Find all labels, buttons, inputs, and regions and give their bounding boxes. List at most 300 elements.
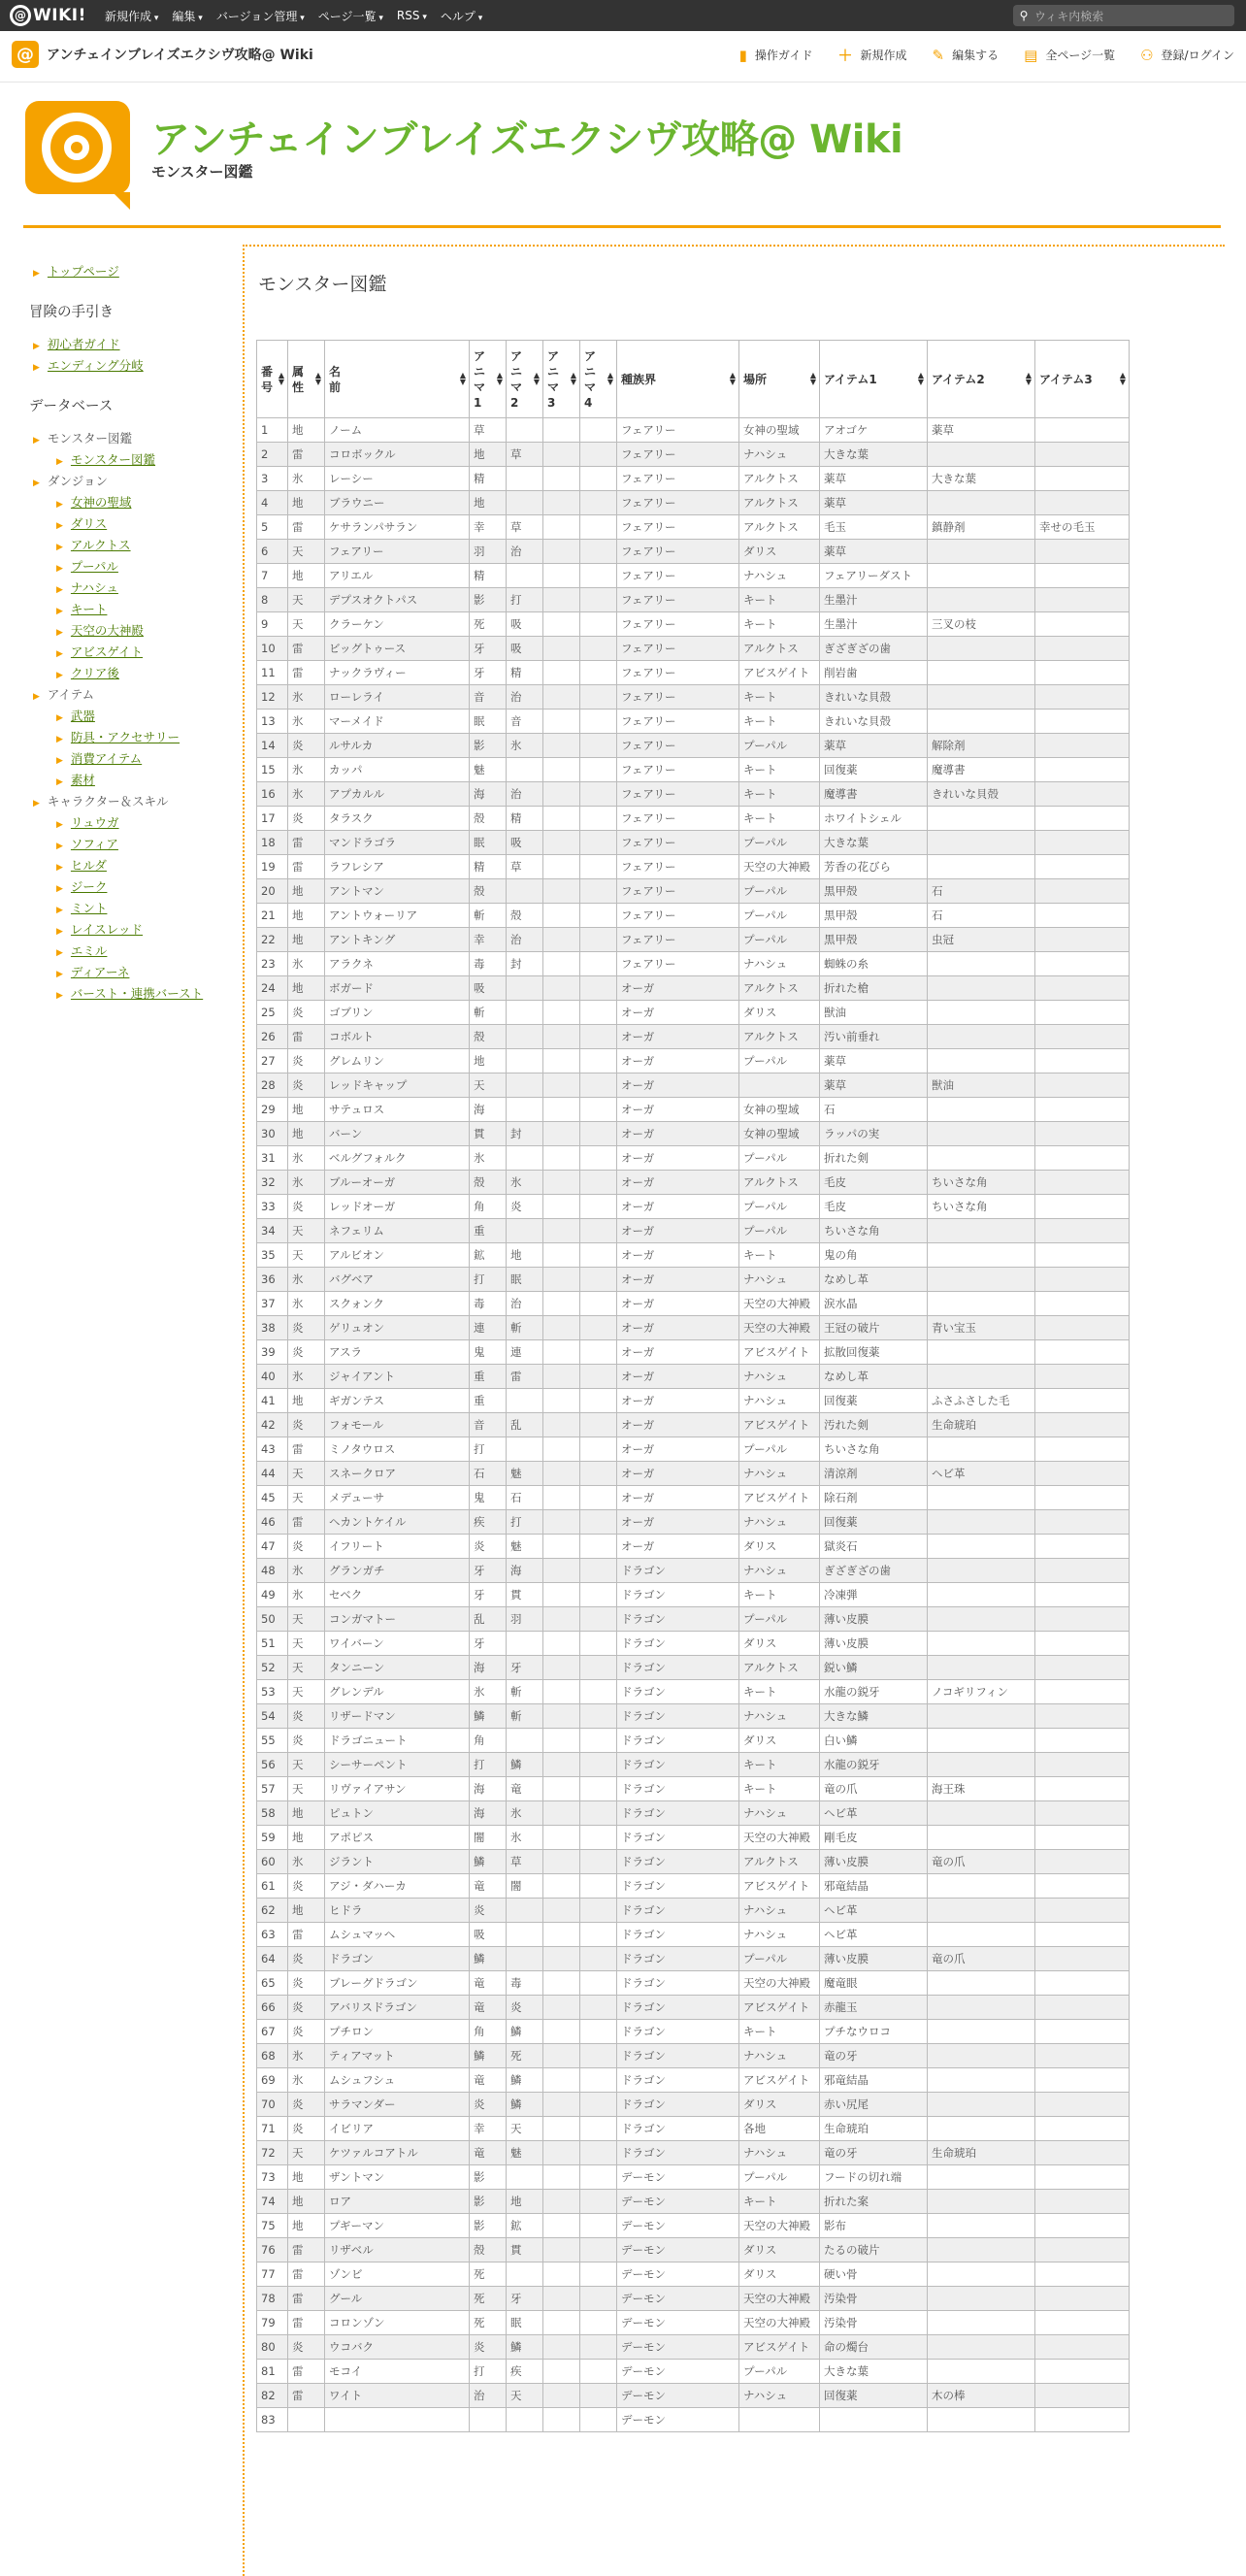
menu-pages[interactable]: ページ一覧 ▾ <box>318 8 383 24</box>
table-cell: 幸 <box>470 515 507 540</box>
table-cell <box>543 710 580 734</box>
column-header[interactable] <box>1035 341 1130 418</box>
table-row <box>257 1268 1130 1292</box>
sidebar-link[interactable]: ミント <box>70 901 108 915</box>
table-cell: 氷 <box>288 1365 325 1389</box>
sidebar-link[interactable]: エミル <box>70 943 108 958</box>
table-cell: ネフェリム <box>325 1219 470 1243</box>
table-cell <box>1035 443 1130 467</box>
table-cell: 女神の聖域 <box>739 1122 820 1146</box>
table-row <box>257 540 1130 564</box>
table-cell: 死 <box>470 2262 507 2287</box>
table-cell <box>580 2020 617 2044</box>
menu-help[interactable]: ヘルプ ▾ <box>441 8 482 24</box>
table-cell: 炎 <box>470 1535 507 1559</box>
sidebar-item-chara[interactable] <box>29 984 223 1006</box>
table-cell: 雷 <box>288 2287 325 2311</box>
table-cell <box>580 1777 617 1801</box>
table-cell <box>1035 1996 1130 2020</box>
triangle-icon: ▶ <box>56 649 63 659</box>
table-cell <box>1035 418 1130 443</box>
table-cell <box>580 1947 617 1971</box>
table-cell: ノーム <box>325 418 470 443</box>
table-cell: 幸 <box>470 928 507 952</box>
table-cell: 天空の大神殿 <box>739 2214 820 2238</box>
sidebar-item-dungeon[interactable] <box>29 578 223 600</box>
sidebar-link[interactable]: アルクトス <box>70 538 131 552</box>
table-row <box>257 758 1130 782</box>
table-cell: 黒甲殻 <box>820 904 928 928</box>
table-cell: ワイバーン <box>325 1632 470 1656</box>
sidebar-item-chara[interactable] <box>29 920 223 941</box>
table-cell: フェアリー <box>617 418 739 443</box>
table-cell: 草 <box>507 1850 543 1874</box>
table-cell <box>543 1899 580 1923</box>
column-header[interactable] <box>257 341 288 418</box>
table-cell <box>928 855 1035 879</box>
table-cell <box>1035 2214 1130 2238</box>
sidebar-item-dungeon[interactable] <box>29 536 223 557</box>
table-cell <box>507 467 543 491</box>
table-cell: 竜の牙 <box>820 2141 928 2165</box>
sidebar-item-chara[interactable] <box>29 877 223 899</box>
sidebar-link[interactable]: ヒルダ <box>70 858 107 873</box>
table-cell: 石 <box>820 1098 928 1122</box>
column-header[interactable] <box>507 341 543 418</box>
sidebar-item-top[interactable] <box>29 262 223 283</box>
table-cell: 回復薬 <box>820 2384 928 2408</box>
table-cell: ビッグトゥース <box>325 637 470 661</box>
table-cell: 雷 <box>288 1025 325 1049</box>
sort-icon[interactable]: ▲ ▼ <box>278 371 284 386</box>
triangle-icon: ▶ <box>56 735 63 744</box>
table-cell: 27 <box>257 1049 288 1073</box>
sidebar-link[interactable]: エンディング分岐 <box>47 358 144 373</box>
table-cell: ドラゴン <box>617 2044 739 2068</box>
table-cell: オーガ <box>617 1268 739 1292</box>
atwiki-logo[interactable] <box>10 5 86 26</box>
sidebar-link[interactable]: キート <box>70 602 108 616</box>
table-cell: ナハシュ <box>739 1268 820 1292</box>
column-header[interactable] <box>325 341 470 418</box>
table-row <box>257 1049 1130 1073</box>
sidebar-item-monster-list[interactable] <box>29 450 223 472</box>
sort-icon[interactable]: ▲ ▼ <box>917 371 924 386</box>
sort-icon[interactable]: ▲ ▼ <box>729 371 736 386</box>
table-cell: 生墨汁 <box>820 588 928 612</box>
table-row <box>257 588 1130 612</box>
column-header[interactable] <box>820 341 928 418</box>
table-cell: デーモン <box>617 2311 739 2335</box>
sidebar-link[interactable]: ディアーネ <box>70 965 130 979</box>
sidebar-item-item[interactable] <box>29 728 223 749</box>
table-cell: ドラゴン <box>617 2068 739 2093</box>
column-header[interactable] <box>543 341 580 418</box>
table-cell <box>507 1729 543 1753</box>
table-cell: タンニーン <box>325 1656 470 1680</box>
sidebar-heading-adventure: 冒険の手引き <box>29 305 114 320</box>
table-cell: デーモン <box>617 2335 739 2360</box>
table-cell <box>580 2262 617 2287</box>
table-cell: ドラゴン <box>617 2093 739 2117</box>
table-cell <box>1035 1049 1130 1073</box>
sidebar-item-items <box>29 685 223 707</box>
table-cell: 解除剤 <box>928 734 1035 758</box>
sidebar-link[interactable]: アビスゲイト <box>70 644 144 659</box>
table-cell <box>543 879 580 904</box>
table-cell: 殻 <box>470 879 507 904</box>
table-row <box>257 1195 1130 1219</box>
sidebar-link[interactable]: 初心者ガイド <box>47 337 120 351</box>
table-cell <box>580 2238 617 2262</box>
table-cell <box>543 904 580 928</box>
table-cell <box>543 1268 580 1292</box>
table-cell <box>580 515 617 540</box>
table-cell: 雷 <box>288 1437 325 1462</box>
sort-icon[interactable]: ▲ ▼ <box>459 371 466 386</box>
sidebar-item-dungeon[interactable] <box>29 643 223 664</box>
table-cell: 殻 <box>470 1025 507 1049</box>
sidebar-item-beginner[interactable] <box>29 335 223 356</box>
table-row <box>257 1413 1130 1437</box>
sort-icon[interactable]: ▲ ▼ <box>1119 371 1126 386</box>
column-header[interactable] <box>470 341 507 418</box>
table-cell: 幸せの毛玉 <box>1035 515 1130 540</box>
sidebar-link[interactable]: リュウガ <box>70 815 119 830</box>
sidebar-link[interactable]: レイスレッド <box>70 922 144 937</box>
table-cell: プチロン <box>325 2020 470 2044</box>
table-cell: 75 <box>257 2214 288 2238</box>
table-cell: ルサルカ <box>325 734 470 758</box>
table-row <box>257 1340 1130 1365</box>
table-cell <box>543 2335 580 2360</box>
table-cell: 海 <box>470 1801 507 1826</box>
table-cell <box>1035 1171 1130 1195</box>
table-cell: 邪竜結晶 <box>820 1874 928 1899</box>
table-cell: 37 <box>257 1292 288 1316</box>
table-cell: 40 <box>257 1365 288 1389</box>
sidebar-item-chara[interactable] <box>29 941 223 963</box>
table-cell <box>580 2190 617 2214</box>
table-cell: フェアリー <box>617 515 739 540</box>
table-cell <box>928 540 1035 564</box>
table-cell: ナハシュ <box>739 1559 820 1583</box>
column-header[interactable] <box>580 341 617 418</box>
table-cell: 赤い尻尾 <box>820 2093 928 2117</box>
table-cell: 氷 <box>288 685 325 710</box>
table-cell <box>1035 1073 1130 1098</box>
sidebar-link[interactable]: バースト・連携バースト <box>70 986 204 1001</box>
sidebar-item-chara[interactable] <box>29 835 223 856</box>
table-cell: 海 <box>470 1656 507 1680</box>
table-cell <box>928 952 1035 976</box>
table-cell: ギガンテス <box>325 1389 470 1413</box>
sidebar-item-dungeon[interactable] <box>29 514 223 536</box>
menu-version[interactable]: バージョン管理 ▾ <box>216 8 305 24</box>
sort-icon[interactable]: ▲ ▼ <box>570 371 576 386</box>
table-cell <box>580 2287 617 2311</box>
table-cell: アルクトス <box>739 1850 820 1874</box>
table-cell <box>1035 2068 1130 2093</box>
table-cell: キート <box>739 1583 820 1607</box>
site-title[interactable]: アンチェインブレイズエクシヴ攻略@ Wiki <box>151 117 903 162</box>
table-cell: 天 <box>470 1073 507 1098</box>
sidebar-item-item[interactable] <box>29 707 223 728</box>
table-cell: 氷 <box>288 1292 325 1316</box>
table-cell: 28 <box>257 1073 288 1098</box>
edit-button[interactable] <box>933 45 1000 65</box>
triangle-icon: ▶ <box>56 820 63 830</box>
table-cell <box>543 2068 580 2093</box>
sidebar-link[interactable]: モンスター図鑑 <box>70 452 156 467</box>
new-page-button[interactable] <box>838 45 907 65</box>
table-cell: アビスゲイト <box>739 1874 820 1899</box>
table-cell: 鱗 <box>470 1947 507 1971</box>
table-row <box>257 782 1130 807</box>
column-header[interactable] <box>928 341 1035 418</box>
column-header[interactable] <box>617 341 739 418</box>
table-cell: 汚れた剣 <box>820 1413 928 1437</box>
table-cell <box>928 1243 1035 1268</box>
table-cell: ダリス <box>739 1729 820 1753</box>
table-cell: 雷 <box>288 661 325 685</box>
table-cell <box>543 2141 580 2165</box>
column-header[interactable] <box>739 341 820 418</box>
sidebar-item-chara[interactable] <box>29 856 223 877</box>
table-cell: 薬草 <box>820 1073 928 1098</box>
table-cell <box>543 2165 580 2190</box>
table-cell <box>543 1146 580 1171</box>
sort-icon[interactable]: ▲ ▼ <box>607 371 613 386</box>
site-actions <box>714 45 1234 65</box>
sort-icon[interactable]: ▲ ▼ <box>496 371 503 386</box>
table-cell: オーガ <box>617 1535 739 1559</box>
table-cell: 30 <box>257 1122 288 1146</box>
table-cell <box>1035 782 1130 807</box>
table-cell: 重 <box>470 1389 507 1413</box>
table-cell: 石 <box>928 879 1035 904</box>
sidebar-link[interactable]: 消費アイテム <box>70 751 143 766</box>
sidebar-link[interactable]: クリア後 <box>70 666 119 680</box>
sidebar-item-item[interactable] <box>29 749 223 771</box>
table-cell <box>1035 758 1130 782</box>
sidebar-link[interactable]: ナハシュ <box>70 580 118 595</box>
table-cell: ダリス <box>739 540 820 564</box>
sort-icon[interactable]: ▲ ▼ <box>533 371 540 386</box>
sidebar-item-chara[interactable] <box>29 813 223 835</box>
table-cell: なめし革 <box>820 1268 928 1292</box>
sidebar-item-dungeon[interactable] <box>29 493 223 514</box>
table-cell <box>928 1001 1035 1025</box>
table-cell <box>928 1656 1035 1680</box>
table-cell: 牙 <box>507 2287 543 2311</box>
table-cell <box>928 2020 1035 2044</box>
sidebar-link[interactable]: 素材 <box>70 773 95 787</box>
sidebar-link[interactable]: トップページ <box>47 264 119 279</box>
table-cell: 打 <box>470 1268 507 1292</box>
table-cell <box>1035 637 1130 661</box>
sidebar-link[interactable]: 防具・アクセサリー <box>70 730 180 744</box>
sidebar-link[interactable]: 武器 <box>70 709 95 723</box>
table-cell: 地 <box>288 1826 325 1850</box>
table-cell: ドラゴン <box>617 1680 739 1704</box>
table-cell: キート <box>739 710 820 734</box>
table-cell: クラーケン <box>325 612 470 637</box>
table-cell <box>543 1219 580 1243</box>
table-cell: 炎 <box>470 2093 507 2117</box>
table-cell <box>580 2408 617 2432</box>
login-button[interactable] <box>1140 45 1234 65</box>
table-cell <box>543 1486 580 1510</box>
table-cell: フェアリー <box>617 661 739 685</box>
table-cell <box>1035 1535 1130 1559</box>
all-pages-button[interactable] <box>1024 45 1115 65</box>
table-cell: 羽 <box>507 1607 543 1632</box>
table-cell <box>928 1583 1035 1607</box>
table-cell: オーガ <box>617 1340 739 1365</box>
site-brand[interactable] <box>12 41 313 68</box>
table-cell <box>1035 491 1130 515</box>
table-cell <box>928 710 1035 734</box>
table-cell: ドラゴニュート <box>325 1729 470 1753</box>
table-cell: オーガ <box>617 1171 739 1195</box>
menu-edit[interactable]: 編集 ▾ <box>172 8 202 24</box>
table-row <box>257 952 1130 976</box>
sidebar-item-dungeon[interactable] <box>29 621 223 643</box>
table-cell: 地 <box>288 1122 325 1146</box>
users-icon: ⚇ <box>1140 46 1154 64</box>
sidebar-item-dungeon[interactable] <box>29 664 223 685</box>
sidebar-item-chara[interactable] <box>29 899 223 920</box>
table-cell: 竜 <box>470 2068 507 2093</box>
table-cell <box>580 1437 617 1462</box>
table-cell <box>580 540 617 564</box>
table-cell: 影 <box>470 2190 507 2214</box>
table-cell <box>507 1219 543 1243</box>
table-cell <box>543 2262 580 2287</box>
triangle-icon: ▶ <box>56 863 63 873</box>
table-cell <box>543 2311 580 2335</box>
table-cell: ノコギリフィン <box>928 1680 1035 1704</box>
table-cell: アントマン <box>325 879 470 904</box>
table-cell: 音 <box>470 1413 507 1437</box>
table-cell: コボルト <box>325 1025 470 1049</box>
table-cell <box>1035 1510 1130 1535</box>
table-cell: 角 <box>470 2020 507 2044</box>
table-cell: きれいな貝殻 <box>820 710 928 734</box>
table-row <box>257 612 1130 637</box>
table-cell <box>543 1826 580 1850</box>
table-cell: ドラゴン <box>617 1996 739 2020</box>
table-cell: プーパル <box>739 831 820 855</box>
table-cell: コロボックル <box>325 443 470 467</box>
table-cell: 地 <box>470 443 507 467</box>
table-cell: アスラ <box>325 1340 470 1365</box>
sort-icon[interactable]: ▲ ▼ <box>314 371 321 386</box>
top-menu <box>105 0 496 31</box>
table-cell <box>507 491 543 515</box>
table-cell: 18 <box>257 831 288 855</box>
table-row <box>257 879 1130 904</box>
at-icon: @ <box>10 5 31 26</box>
table-cell: 石 <box>470 1462 507 1486</box>
table-row <box>257 491 1130 515</box>
table-cell: アントキング <box>325 928 470 952</box>
table-cell <box>580 1996 617 2020</box>
table-cell <box>580 612 617 637</box>
sidebar-link[interactable]: ダリス <box>70 516 108 531</box>
sidebar-link[interactable]: ソフィア <box>70 837 118 851</box>
table-cell: ダリス <box>739 2238 820 2262</box>
table-cell: 32 <box>257 1171 288 1195</box>
table-cell: 65 <box>257 1971 288 1996</box>
table-row <box>257 1462 1130 1486</box>
table-cell <box>543 2384 580 2408</box>
table-cell: オーガ <box>617 1389 739 1413</box>
table-cell: 天空の大神殿 <box>739 1971 820 1996</box>
table-cell: プギーマン <box>325 2214 470 2238</box>
wiki-logo-large[interactable] <box>25 101 130 194</box>
guide-button[interactable] <box>739 45 813 65</box>
column-header[interactable] <box>288 341 325 418</box>
table-cell <box>928 1704 1035 1729</box>
menu-new[interactable]: 新規作成 ▾ <box>105 8 158 24</box>
table-cell <box>580 1001 617 1025</box>
table-cell: プーパル <box>739 879 820 904</box>
table-cell: 斬 <box>507 1316 543 1340</box>
sidebar-link[interactable]: ジーク <box>70 879 108 894</box>
table-cell: きれいな貝殻 <box>820 685 928 710</box>
table-cell: ちいさな角 <box>928 1195 1035 1219</box>
table-cell: 70 <box>257 2093 288 2117</box>
menu-rss[interactable]: RSS ▾ <box>397 9 427 22</box>
logo-text: WIKI! <box>33 6 86 25</box>
table-cell: 精 <box>507 661 543 685</box>
sidebar-item-item[interactable] <box>29 771 223 792</box>
table-cell: プーパル <box>739 734 820 758</box>
sort-icon[interactable]: ▲ ▼ <box>809 371 816 386</box>
sidebar-item-dungeon[interactable] <box>29 600 223 621</box>
column-header-label: 属性 <box>292 364 305 394</box>
sidebar-item-chara[interactable] <box>29 963 223 984</box>
triangle-icon: ▶ <box>56 457 63 467</box>
table-cell: ダリス <box>739 1001 820 1025</box>
sidebar-link[interactable]: プーパル <box>70 559 118 574</box>
table-cell: アバリスドラゴン <box>325 1996 470 2020</box>
sidebar-link[interactable]: 天空の大神殿 <box>70 623 144 638</box>
table-cell: 竜の爪 <box>928 1850 1035 1874</box>
table-cell: フェアリー <box>617 879 739 904</box>
triangle-icon: ▶ <box>56 991 63 1001</box>
search-input[interactable] <box>1013 5 1234 26</box>
table-cell: 王冠の破片 <box>820 1316 928 1340</box>
table-row <box>257 2311 1130 2335</box>
table-cell: 炎 <box>470 1899 507 1923</box>
sidebar-item-monster <box>29 429 223 450</box>
table-cell: 氷 <box>288 1850 325 1874</box>
column-header-label: 場所 <box>743 372 768 386</box>
table-cell: 20 <box>257 879 288 904</box>
sidebar-link[interactable]: 女神の聖域 <box>70 495 132 510</box>
sidebar-item-dungeon[interactable] <box>29 557 223 578</box>
sidebar-item-ending[interactable] <box>29 356 223 378</box>
table-row <box>257 1923 1130 1947</box>
column-header-label: 番号 <box>261 364 274 394</box>
sort-icon[interactable]: ▲ ▼ <box>1025 371 1032 386</box>
table-row <box>257 2141 1130 2165</box>
table-cell: リザベル <box>325 2238 470 2262</box>
triangle-icon: ▶ <box>56 543 63 552</box>
